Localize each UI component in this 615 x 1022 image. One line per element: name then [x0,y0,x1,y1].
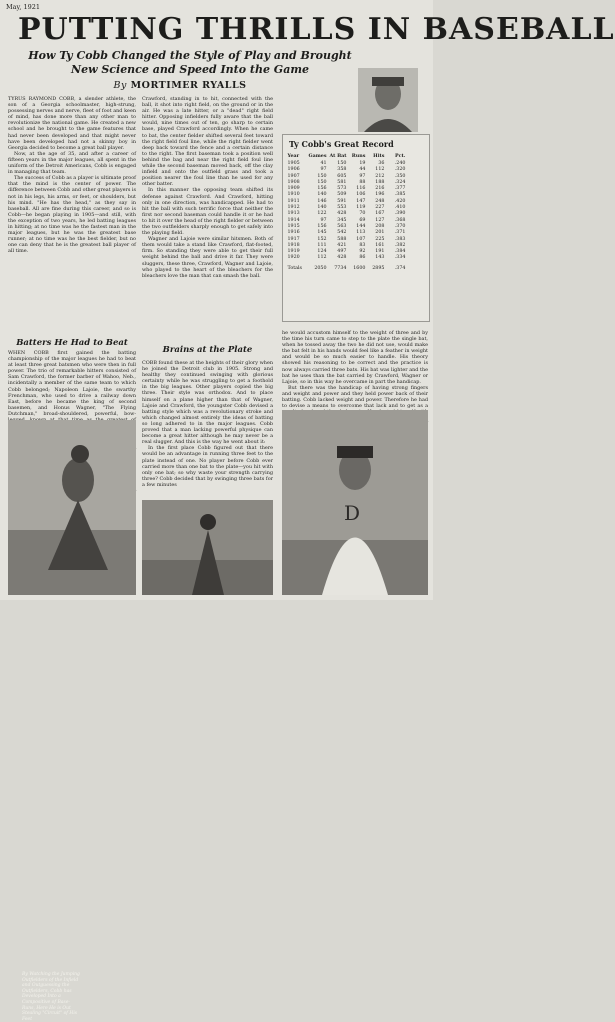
record-table-grid [286,153,407,271]
paragraph: TYRUS RAYMOND COBB, a slender athlete, the son of a Georgia schoolmaster, high-strung, possessing nerves and nerve, fleet of foot and keen of mind, has done more than any other man to revolutionize the national game. He created a new school and he brought to the game features that had never been developed and that might never have been developed had not a skinny boy in Georgia decided to become a great ball player. [8,96,136,151]
record-table-cell: .383 [394,236,406,242]
record-table-cell: 83 [359,242,366,248]
record-table-cell: Runs [351,153,366,160]
record-table-cell: .410 [394,205,406,211]
record-table-cell: .390 [394,211,406,217]
record-table-cell: 563 [337,223,347,229]
record-table-cell: .370 [394,223,406,229]
record-table-cell: 146 [317,198,327,204]
byline [100,80,260,91]
record-table-cell: 1917 [287,236,300,242]
paragraph: he would accustom himself to the weight of three and by the time his turn came to step to the plate the single bat, when he tossed away the two he did not use, would make the bat felt in his hands would feel like a feather in weight and would be so much easier to handle. His theory showed his reasoning to be correct and the practice is now always carried three bats. His bat was lighter and the bat he uses than the bat carried by Crawford, Wagner or Lajoie, so in this way he overcame in part the handicap. [282,330,428,385]
record-table-cell: .371 [394,230,406,236]
record-table-cell: 1920 [287,255,300,261]
record-table-cell: 97 [320,167,327,173]
record-table-cell: 191 [375,249,385,255]
record-table-cell: 7734 [334,265,347,271]
record-table-total [286,261,407,271]
record-table-cell: 1907 [287,173,300,179]
record-table-cell: 124 [317,249,327,255]
record-table-cell: 36 [378,160,385,166]
svg-text:D: D [344,501,361,525]
subhead-batters: Batters He Had to Beat [16,338,128,348]
cobb-portrait-photo [358,68,418,132]
record-table-cell: 144 [356,223,366,229]
record-table-cell: 2895 [372,265,385,271]
record-table-title: Ty Cobb's Great Record [289,139,394,149]
record-table-cell: 44 [359,167,366,173]
record-table-cell: 421 [337,242,347,248]
paragraph: COBB found these at the heights of their glory when he joined the Detroit club in 1905. Strong and healthy they continued swinging with glorious certainty while he was struggling to get a foothold in the big leagues. Other players copied the big three. Their style was orthodox. And to place himself on a plane higher than that of Wagner, Lajoie and Crawford, the youngster Cobb devised a batting style which was a revolutionary stroke and which changed almost entirely the ideas of batting so long adhered to in the major leagues. Cobb proved that a man lacking powerful physique can become a great hitter although he may never be a real slugger. And this is the way he went about it: [142,360,273,446]
record-table-cell: 1912 [287,205,300,211]
record-table-cell: 428 [337,255,347,261]
record-table-cell: 156 [317,223,327,229]
record-table-cell: .382 [394,242,406,248]
article-column-1 [8,96,136,264]
record-table-cell: .334 [394,255,406,261]
record-table-cell: 208 [375,223,385,229]
record-table-cell: 428 [337,211,347,217]
record-table-cell: 1910 [287,192,300,198]
record-table-cell: 542 [337,230,347,236]
record-table-cell: 122 [317,211,327,217]
paragraph: The success of Cobb as a player is ultimate proof that the mind is the center of power. The difference between Cobb and other great players is not in his legs, his arms, or feet, or shoulders, but his mind. "He has the head," as they say in baseball. All are fine during this career, and so is Cobb—he began playing in 1905—and still, with the exception of two years, he led batting leagues in hitting; at no time was he the fastest man in the major leagues, but he was the greatest base runner; at no time was he the best fielder, but no one can deny that he is the greatest ball player of all time. [8,175,136,255]
record-table-cell: 1915 [287,223,300,229]
record-table-cell: 212 [375,173,385,179]
article-column-2-lower [142,360,273,500]
record-table-cell: 113 [356,230,366,236]
record-table-cell: 497 [337,249,347,255]
record-table-cell: 150 [317,173,327,179]
record-table-cell: 69 [359,217,366,223]
paragraph: But there was the handicap of having strong fingers and weight and power and they held power back of their batting. Cobb lacked weight and power. Therefore he had to devise a means to overcome that lack and to get as a [282,384,428,410]
paragraph: WHEN COBB first gained the batting championship of the major leagues he had to beat at least three great batsmen who were then in full power. The trio of remarkable hitters consisted of Sam Crawford, the former barber of Wahoo, Neb., incidentally a member of the same team to which Cobb belonged; Napoleon Lajoie, the swarthy Frenchman, who used to drive a railway down East, before he became the king of second basemen, and Honus Wagner, "The Flying Dutchman," broad-shouldered, powerful, bow- [8,350,136,417]
record-table-cell: .320 [394,167,406,173]
record-table-cell: .240 [394,160,406,166]
paragraph: In the first place Cobb figured out that there would be an advantage in running three feet to the plate instead of one. No player before Cobb ever carried more than one bat to the plate—you hit with only one bat; so why waste your strength carrying three? Cobb decided that by swinging three bats for a few minutes [142,445,273,488]
record-table-cell: 116 [356,186,366,192]
record-table-cell: 92 [359,249,366,255]
record-table-cell: 358 [337,167,347,173]
article-title: PUTTING THRILLS IN BASEBALL [18,12,615,47]
record-table-cell: 188 [375,179,385,185]
article-column-3-lower [282,330,428,410]
record-table-cell: 1909 [287,186,300,192]
record-table-cell: 1908 [287,179,300,185]
portrait-photo-detroit [282,410,428,595]
cobb-record-table [282,134,430,322]
record-table-cell: 152 [317,236,327,242]
record-table-cell: 227 [375,205,385,211]
paragraph: Wagner and Lajoie were similar hitsmen. Both of them would take a stand like Crawford, flat-footed, firm. So standing they were able to get their full weight behind the ball and drive it far. They were sluggers, these three, Crawford, Wagner and Lajoie, who played to the heart of the bleachers for the bleachers love the man that can smash the ball. [142,236,273,279]
record-table-cell: .374 [394,265,406,271]
record-table-cell: 1905 [287,160,300,166]
record-table-cell: 156 [317,186,327,192]
record-table-cell: 119 [356,205,366,211]
byline-author: MORTIMER RYALLS [130,80,247,91]
record-table-cell: 150 [337,160,347,166]
record-table-cell: 112 [375,167,385,173]
record-table-cell: Hits [373,153,385,160]
record-table-cell: 167 [375,211,385,217]
subhead-brains: Brains at the Plate [162,345,253,355]
article-subtitle: How Ty Cobb Changed the Style of Play and Brought New Science and Speed Into the Game [28,49,352,76]
record-table-cell: 147 [356,198,366,204]
record-table-cell: 1913 [287,211,300,217]
record-table-cell: 106 [356,192,366,198]
record-table-cell: 201 [375,230,385,236]
record-table-cell: 161 [375,242,385,248]
record-table-cell: 150 [317,179,327,185]
record-table-cell: 553 [337,205,347,211]
record-table-cell: .384 [394,249,406,255]
record-table-cell: 1914 [287,217,300,223]
record-table-cell: .420 [394,198,406,204]
record-table-cell: 1916 [287,230,300,236]
record-table-cell: 112 [317,255,327,261]
paragraph: Now, at the age of 35, and after a career of fifteen years in the major leagues, all spent in the uniform of the Detroit Americans, Cobb is engaged in managing that team. [8,150,136,176]
issue-date: May, 1921 [6,3,41,11]
record-table-cell: 345 [337,217,347,223]
record-table-cell: .385 [394,192,406,198]
record-table-cell: 1919 [287,249,300,255]
record-table-cell: 127 [375,217,385,223]
record-table-cell: Games [308,153,327,160]
record-table-cell: 97 [320,217,327,223]
record-table-cell: Totals [287,265,302,271]
record-table-cell: Year [287,153,300,160]
record-table-cell: 140 [317,205,327,211]
record-table-cell: .324 [394,179,406,185]
record-table-cell: 140 [317,192,327,198]
record-table-cell: 591 [337,198,347,204]
record-table-cell: 1911 [287,198,300,204]
record-table-cell: 216 [375,186,385,192]
record-table-cell: 1918 [287,242,300,248]
record-table-cell: 86 [359,255,366,261]
record-table-cell: 509 [337,192,347,198]
record-table-cell: 2050 [314,265,327,271]
article-column-2 [142,96,273,332]
record-table-cell: 196 [375,192,385,198]
record-table-cell: 1600 [353,265,366,271]
record-table-cell: 107 [356,236,366,242]
record-table-cell: 145 [317,230,327,236]
byline-by: By [113,80,127,91]
record-table-header [286,153,407,160]
record-table-cell: 19 [359,160,366,166]
record-table-cell: .350 [394,173,406,179]
record-table-cell: Pct. [395,153,406,160]
record-table-cell: 143 [375,255,385,261]
record-table-cell: 225 [375,236,385,242]
record-table-cell: 588 [337,236,347,242]
paragraph: In this manner the opposing team shifted its defense against Crawford. And Crawford, hitting only in one direction, was handicapped. He had to hit the ball with such terrific force that neither the first nor second baseman could handle it or he had to hit it over the head of the right fielder or between the two outfielders sharply enough to get safely into the playing field. [142,187,273,237]
sliding-photo [8,420,136,1022]
record-table-cell: 97 [359,173,366,179]
photo-caption: By Watching the Jumping Outfielders of the Infield and Outguessing the Outfielders, Cobb has Developed Into a Compositive of Base-Runs, Here He is Out Stealing "Circuit" of His Feet [22,972,80,1022]
record-table-cell: 605 [337,173,347,179]
record-table-cell: 573 [337,186,347,192]
record-table-cell: 41 [320,160,327,166]
record-table-cell: 111 [317,242,327,248]
record-table-cell: 1906 [287,167,300,173]
record-table-cell: .368 [394,217,406,223]
record-table-cell: .377 [394,186,406,192]
record-table-cell: 248 [375,198,385,204]
record-table-cell: 88 [359,179,366,185]
record-table-cell: 581 [337,179,347,185]
record-table-cell: At Bat [329,153,347,160]
batting-photo [142,500,273,595]
paragraph: Crawford, standing in to hit, connected with the ball, it shot into right field, on the ground or in the air. He was a late hitter, or a "dead" right field hitter. Opposing infielders fully aware that the ball would, nine times out of ten, go sharp to certain base, played Crawford accordingly. When he came to bat, the center fielder shifted several feet toward the right field foul line, while the right fielder went deep back toward the fence and a certain distance to the right. The first baseman took a position well behind the bag and near the right field foul line while the second baseman moved back, off the clay infield and onto the outfield grass and took a position nearer the foul line than he used for any other batter. [142,96,273,188]
record-table-cell: 70 [359,211,366,217]
